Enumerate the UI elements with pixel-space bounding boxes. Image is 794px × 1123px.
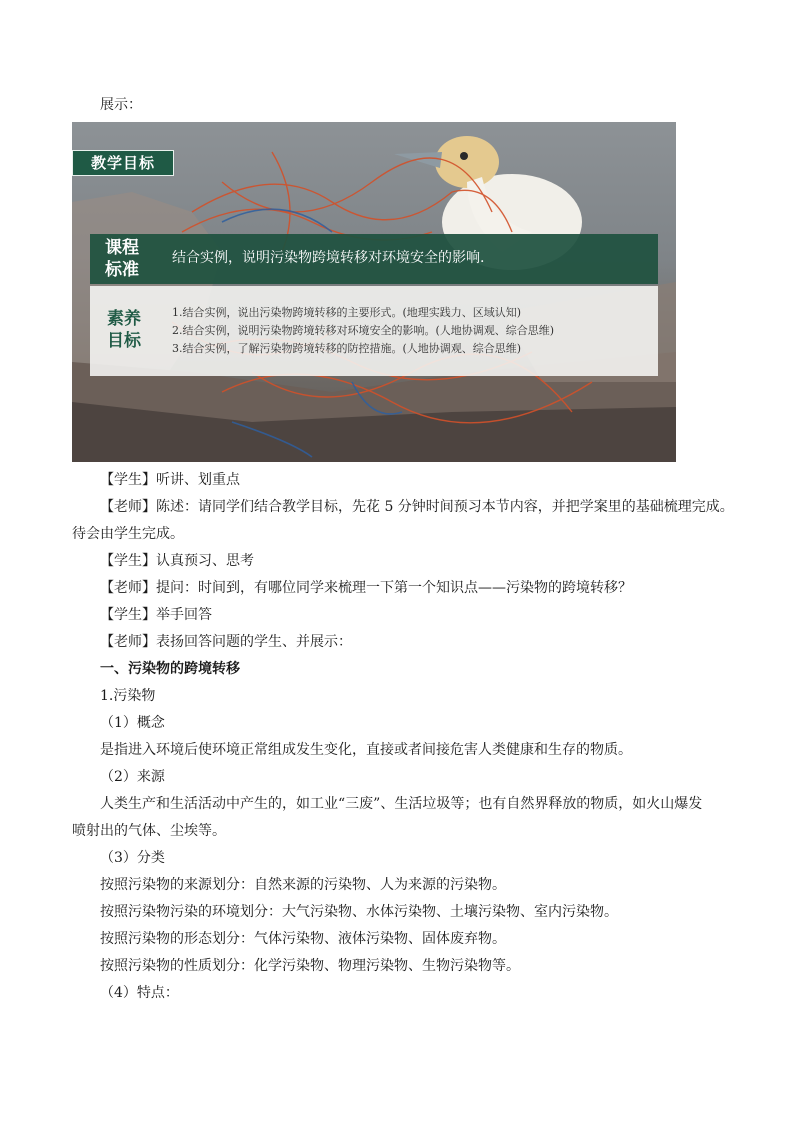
body-line: （3）分类 bbox=[100, 850, 165, 866]
curriculum-standard-text: 结合实例，说明污染物跨境转移对环境安全的影响. bbox=[172, 250, 485, 266]
body-line: 【学生】举手回答 bbox=[100, 607, 212, 623]
body-line: 按照污染物的形态划分：气体污染物、液体污染物、固体废弃物。 bbox=[100, 931, 506, 947]
body-line: 【学生】认真预习、思考 bbox=[100, 553, 254, 569]
literacy-goal-item: 2.结合实例，说明污染物跨境转移对环境安全的影响。(人地协调观、综合思维) bbox=[172, 324, 555, 337]
literacy-goal-item: 3.结合实例，了解污染物跨境转移的防控措施。(人地协调观、综合思维) bbox=[172, 342, 522, 355]
body-line: 按照污染物的性质划分：化学污染物、物理污染物、生物污染物等。 bbox=[100, 958, 520, 974]
body-line: 【老师】表扬回答问题的学生、并展示： bbox=[100, 634, 352, 650]
body-line: 待会由学生完成。 bbox=[72, 526, 184, 542]
body-line: 【老师】陈述：请同学们结合教学目标，先花 5 分钟时间预习本节内容，并把学案里的基础梳理完成。 bbox=[100, 499, 734, 515]
intro-text: 展示： bbox=[100, 97, 142, 113]
body-line: 喷射出的气体、尘埃等。 bbox=[72, 823, 226, 839]
body-line: 按照污染物污染的环境划分：大气污染物、水体污染物、土壤污染物、室内污染物。 bbox=[100, 904, 618, 920]
body-line: （2）来源 bbox=[100, 769, 165, 785]
body-line: （1）概念 bbox=[100, 715, 165, 731]
section-heading: 一、污染物的跨境转移 bbox=[100, 661, 240, 677]
curriculum-standard-label: 课程标准 bbox=[105, 238, 139, 280]
literacy-goals-band bbox=[90, 286, 658, 376]
body-line: 是指进入环境后使环境正常组成发生变化，直接或者间接危害人类健康和生存的物质。 bbox=[100, 742, 632, 758]
curriculum-standard-band bbox=[90, 234, 658, 284]
body-line: （4）特点： bbox=[100, 985, 179, 1001]
body-line: 人类生产和生活活动中产生的，如工业“三废”、生活垃圾等；也有自然界释放的物质，如火山爆发 bbox=[100, 796, 703, 812]
literacy-goals-list bbox=[172, 304, 554, 358]
body-line: 【学生】听讲、划重点 bbox=[100, 472, 240, 488]
literacy-goal-item: 1.结合实例，说出污染物跨境转移的主要形式。(地理实践力、区域认知) bbox=[172, 306, 522, 319]
teaching-goals-slide bbox=[72, 122, 676, 462]
literacy-goals-label: 素养目标 bbox=[107, 309, 141, 351]
body-line: 按照污染物的来源划分：自然来源的污染物、人为来源的污染物。 bbox=[100, 877, 506, 893]
teaching-goals-tag: 教学目标 bbox=[72, 150, 174, 176]
body-line: 1.污染物 bbox=[100, 688, 156, 704]
body-line: 【老师】提问：时间到，有哪位同学来梳理一下第一个知识点——污染物的跨境转移？ bbox=[100, 580, 632, 596]
